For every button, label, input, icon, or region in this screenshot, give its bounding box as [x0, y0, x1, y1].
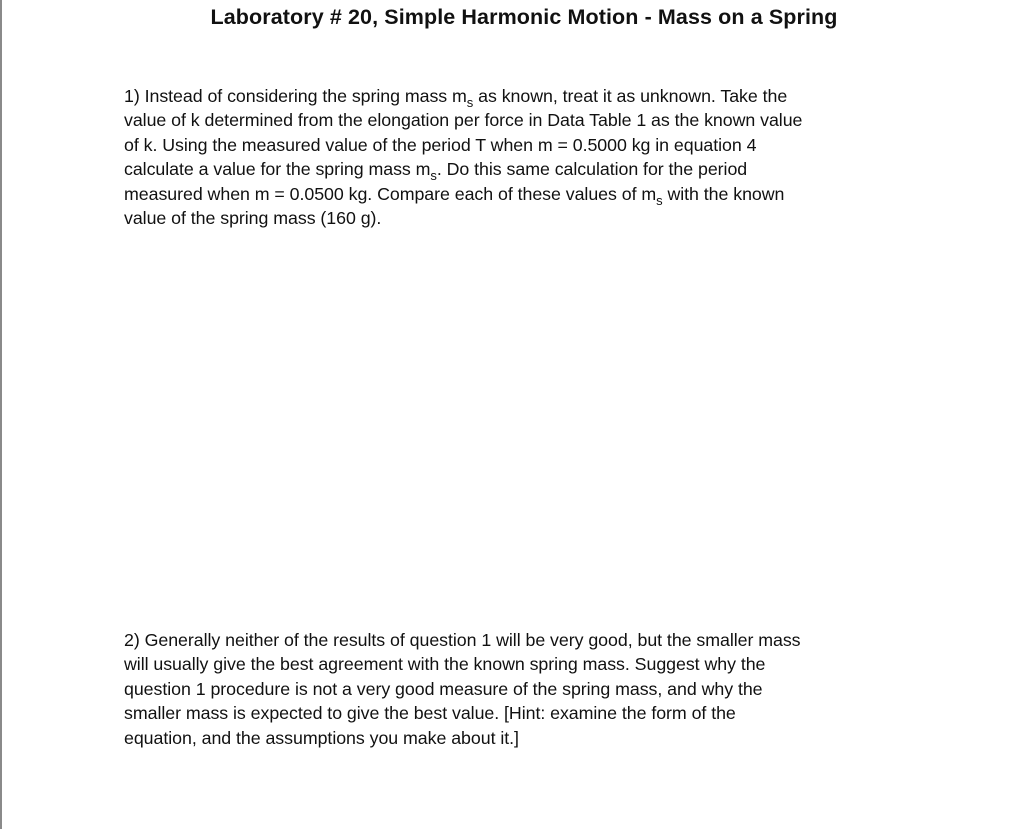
subscript-s: s — [656, 192, 663, 208]
question-2-line-4: smaller mass is expected to give the best value. [Hint: examine the form of the — [124, 703, 736, 724]
question-1-line-5-text-b: with the known — [662, 183, 785, 204]
question-1-line-3: of k. Using the measured value of the period T when m = 0.5000 kg in equation 4 — [124, 134, 757, 155]
question-1 — [124, 84, 802, 230]
subscript-s: s — [430, 168, 437, 184]
question-1-line-4-text-a: calculate a value for the spring mass m — [124, 159, 431, 180]
question-1-line-6: value of the spring mass (160 g). — [124, 207, 382, 228]
question-1-line-5 — [124, 182, 802, 206]
page-title: Laboratory # 20, Simple Harmonic Motion - Mass on a Spring — [210, 5, 838, 29]
question-2-line-2: will usually give the best agreement with the known spring mass. Suggest why the — [124, 654, 766, 675]
question-2 — [124, 628, 801, 750]
question-1-line-1-text-b: as known, treat it as unknown. Take the — [473, 86, 788, 106]
subscript-s: s — [466, 95, 474, 110]
question-2-line-5: equation, and the assumptions you make about it.] — [124, 727, 519, 748]
question-1-line-1-text-a: 1) Instead of considering the spring mass m — [124, 86, 467, 106]
question-2-line-1: 2) Generally neither of the results of question 1 will be very good, but the smaller mass — [124, 630, 801, 650]
question-1-line-4 — [124, 157, 802, 184]
question-2-line-3: question 1 procedure is not a very good measure of the spring mass, and why the — [124, 678, 763, 699]
question-1-line-5-text-a: measured when m = 0.0500 kg. Compare each of these values of m — [124, 183, 657, 204]
question-1-line-2: value of k determined from the elongation per force in Data Table 1 as the known value — [124, 110, 803, 131]
question-1-line-4-text-b: . Do this same calculation for the period — [436, 159, 748, 180]
question-1-line-1 — [124, 84, 802, 108]
